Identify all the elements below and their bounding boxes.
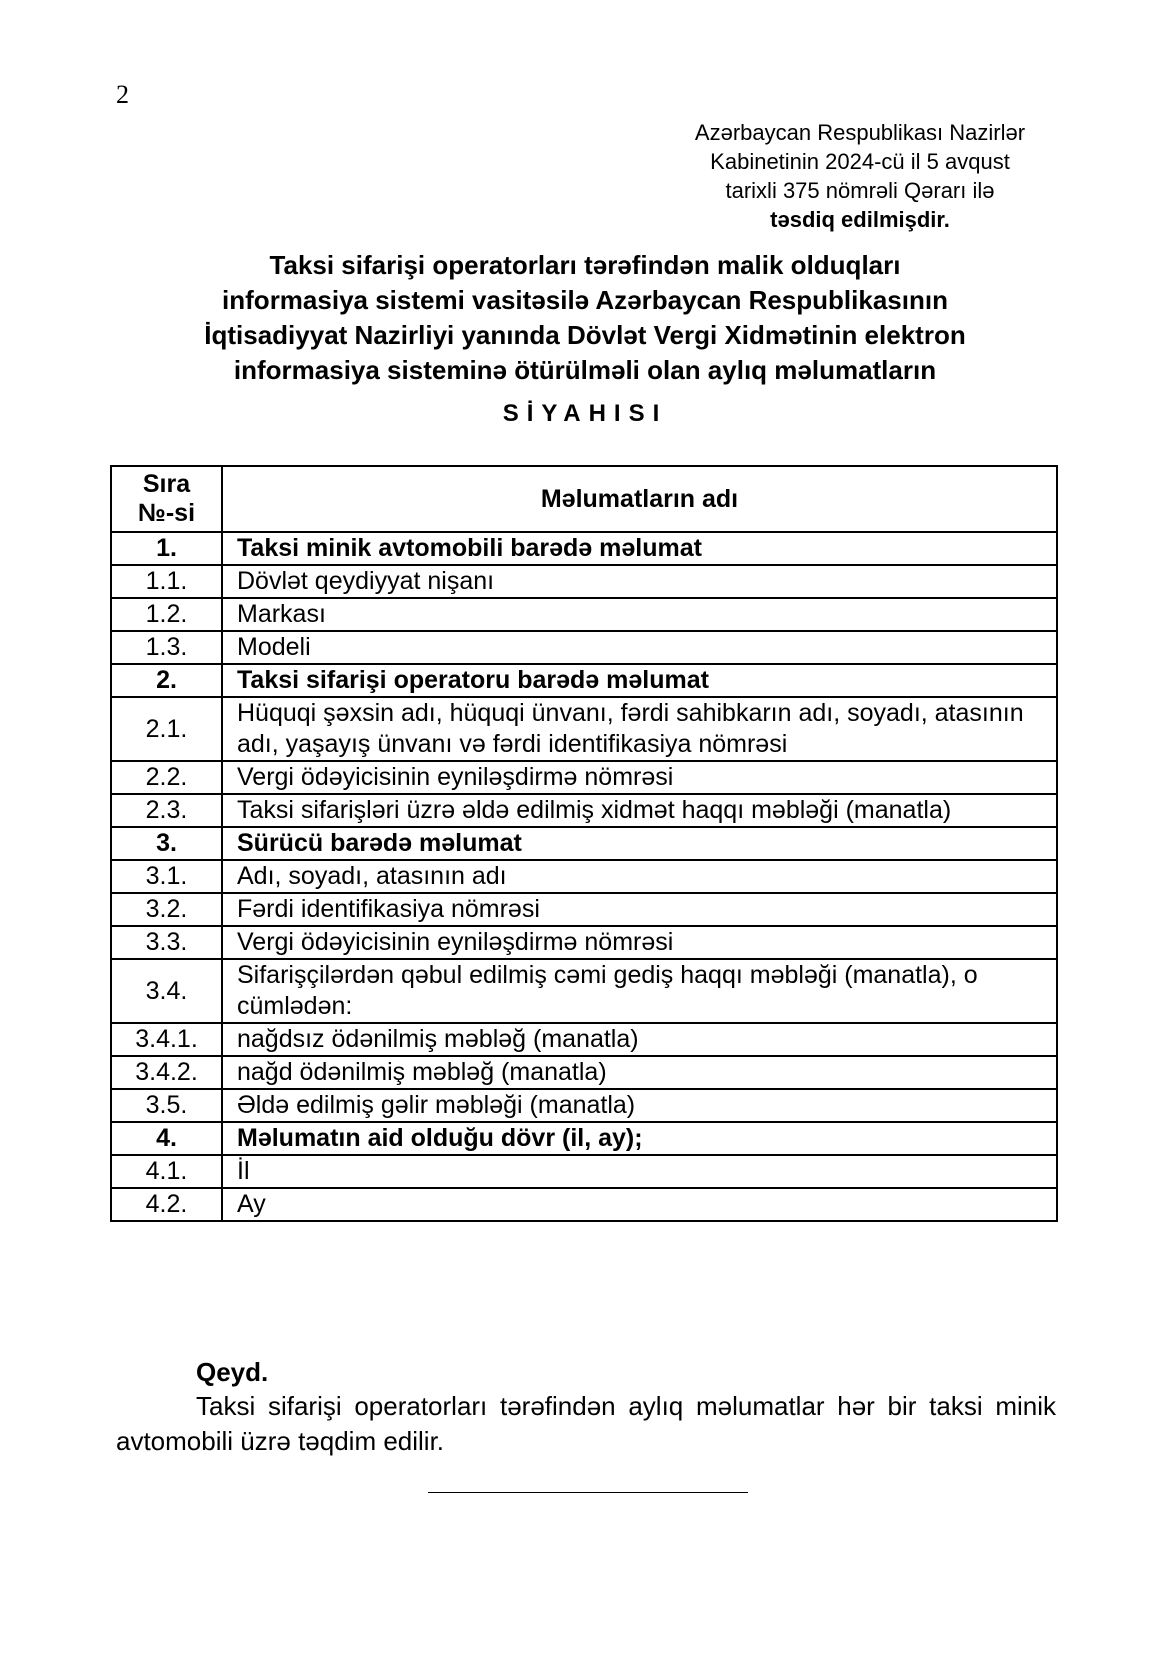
title-line: Taksi sifarişi operatorları tərəfindən malik olduqları — [269, 250, 901, 280]
header-name: Məlumatların adı — [222, 466, 1057, 532]
row-name: Məlumatın aid olduğu dövr (il, ay); — [222, 1122, 1057, 1155]
table-row — [111, 1155, 1057, 1188]
table-row — [111, 827, 1057, 860]
row-number: 2. — [111, 664, 222, 697]
table-row — [111, 697, 1057, 761]
row-number: 4. — [111, 1122, 222, 1155]
table-row — [111, 926, 1057, 959]
row-number: 1.3. — [111, 631, 222, 664]
row-number: 3.4.1. — [111, 1023, 222, 1056]
row-number: 3.5. — [111, 1089, 222, 1122]
table-row — [111, 664, 1057, 697]
approval-line: Kabinetinin 2024-cü il 5 avqust — [710, 149, 1010, 174]
table-header-row — [111, 466, 1057, 532]
row-number: 3.1. — [111, 860, 222, 893]
header-number-line: Sıra — [142, 470, 191, 498]
table-body — [111, 532, 1057, 1221]
row-name: Dövlət qeydiyyat nişanı — [222, 565, 1057, 598]
row-number: 1.1. — [111, 565, 222, 598]
approval-line: tarixli 375 nömrəli Qərarı ilə — [725, 178, 995, 203]
approval-note — [650, 118, 1070, 234]
title-line: İqtisadiyyat Nazirliyi yanında Dövlət Vergi Xidmətinin elektron — [204, 320, 966, 350]
note-text: Taksi sifarişi operatorları tərəfindən aylıq məlumatlar hər bir taksi minik avtomobili üzrə təqdim edilir. — [116, 1391, 1056, 1456]
table-row — [111, 1122, 1057, 1155]
row-name: Adı, soyadı, atasının adı — [222, 860, 1057, 893]
approval-line: Azərbaycan Respublikası Nazirlər — [694, 120, 1026, 145]
row-number: 3.4. — [111, 959, 222, 1023]
row-name: nağdsız ödənilmiş məbləğ (manatla) — [222, 1023, 1057, 1056]
row-number: 3.3. — [111, 926, 222, 959]
end-divider — [428, 1492, 748, 1493]
table-row — [111, 598, 1057, 631]
page-number: 2 — [116, 80, 129, 109]
table-row — [111, 1023, 1057, 1056]
header-number-line: №-si — [137, 499, 196, 527]
row-name: Ay — [222, 1188, 1057, 1221]
row-number: 3.4.2. — [111, 1056, 222, 1089]
note-title: Qeyd. — [196, 1357, 269, 1387]
row-number: 3. — [111, 827, 222, 860]
row-name: nağd ödənilmiş məbləğ (manatla) — [222, 1056, 1057, 1089]
table-row — [111, 631, 1057, 664]
table-row — [111, 1188, 1057, 1221]
row-name: Markası — [222, 598, 1057, 631]
row-name: Əldə edilmiş gəlir məbləği (manatla) — [222, 1089, 1057, 1122]
document-title — [100, 248, 1070, 388]
row-name: Sürücü barədə məlumat — [222, 827, 1057, 860]
table-row — [111, 532, 1057, 565]
row-number: 1. — [111, 532, 222, 565]
table-row — [111, 794, 1057, 827]
row-name: Vergi ödəyicisinin eyniləşdirmə nömrəsi — [222, 761, 1057, 794]
table-row — [111, 893, 1057, 926]
table-row — [111, 860, 1057, 893]
row-number: 3.2. — [111, 893, 222, 926]
table-row — [111, 1089, 1057, 1122]
title-line: informasiya sisteminə ötürülməli olan aylıq məlumatların — [233, 355, 937, 385]
approval-bold-line: təsdiq edilmişdir. — [770, 207, 950, 232]
row-number: 2.1. — [111, 697, 222, 761]
table-row — [111, 959, 1057, 1023]
table-row — [111, 761, 1057, 794]
row-name: Taksi sifarişləri üzrə əldə edilmiş xidmət haqqı məbləği (manatla) — [222, 794, 1057, 827]
row-name: Taksi sifarişi operatoru barədə məlumat — [222, 664, 1057, 697]
document-subtitle: SİYAHISI — [502, 400, 668, 427]
row-number: 1.2. — [111, 598, 222, 631]
row-name: Sifarişçilərdən qəbul edilmiş cəmi gediş haqqı məbləği (manatla), o cümlədən: — [222, 959, 1057, 1023]
row-name: Hüquqi şəxsin adı, hüquqi ünvanı, fərdi sahibkarın adı, soyadı, atasının adı, yaşayış ünvanı və fərdi identifikasiya nömrəsi — [222, 697, 1057, 761]
row-name: Modeli — [222, 631, 1057, 664]
row-name: Fərdi identifikasiya nömrəsi — [222, 893, 1057, 926]
row-number: 2.3. — [111, 794, 222, 827]
row-number: 4.1. — [111, 1155, 222, 1188]
header-number — [111, 466, 222, 532]
row-name: İl — [222, 1155, 1057, 1188]
row-number: 4.2. — [111, 1188, 222, 1221]
row-name: Vergi ödəyicisinin eyniləşdirmə nömrəsi — [222, 926, 1057, 959]
row-number: 2.2. — [111, 761, 222, 794]
title-line: informasiya sistemi vasitəsilə Azərbaycan Respublikasının — [222, 285, 948, 315]
table-row — [111, 1056, 1057, 1089]
table-row — [111, 565, 1057, 598]
data-list-table — [110, 465, 1058, 1222]
row-name: Taksi minik avtomobili barədə məlumat — [222, 532, 1057, 565]
